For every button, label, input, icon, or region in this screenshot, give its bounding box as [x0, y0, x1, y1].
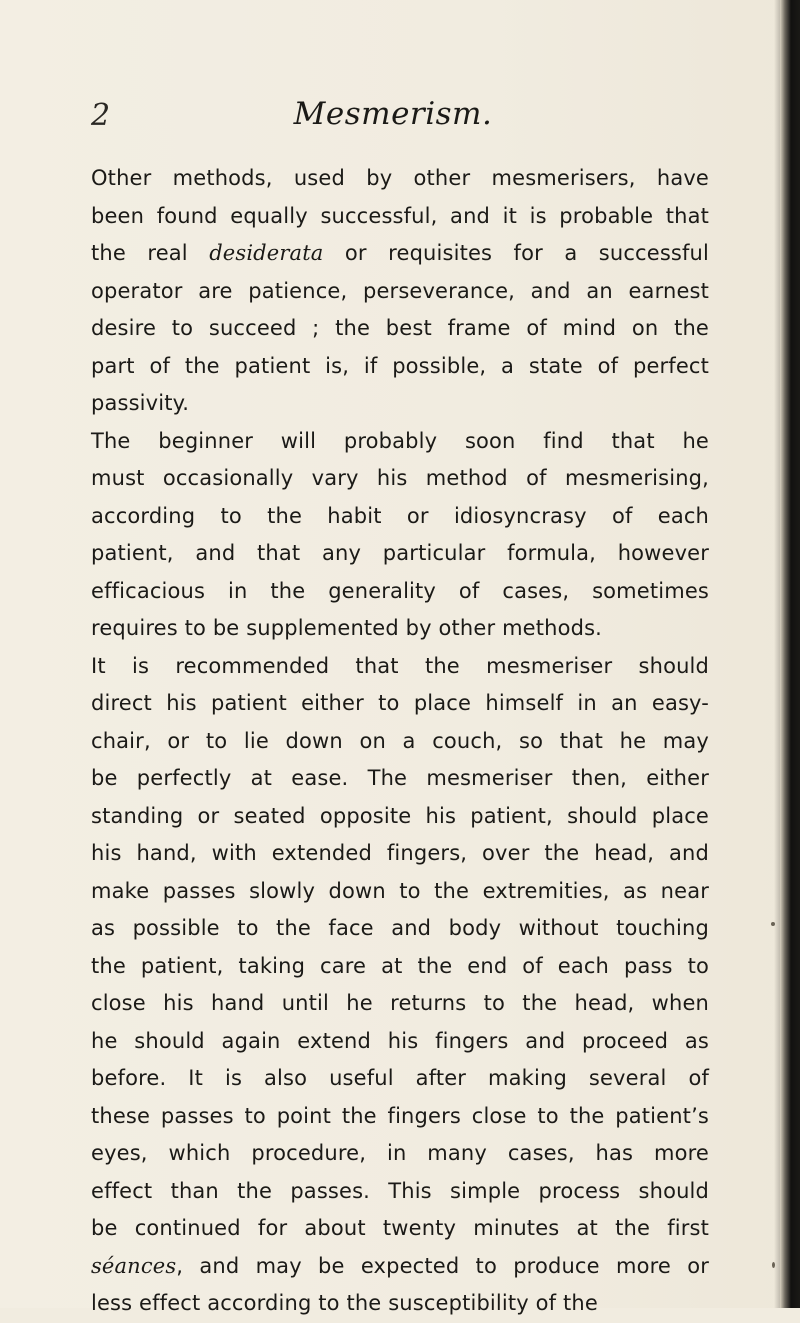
paper-speck [772, 1262, 775, 1268]
text-segment: eyes, which procedure, in many cases, has more [91, 1141, 709, 1165]
text-segment: It is recommended that the mesmeriser should [91, 653, 709, 678]
text-line [91, 723, 709, 761]
text-line [91, 873, 709, 911]
text-segment: be perfectly at ease. The mesmeriser then, either [91, 766, 709, 790]
text-segment: be continued for about twenty minutes at the first [91, 1216, 709, 1240]
text-line [91, 385, 709, 423]
text-line [91, 348, 709, 386]
page-number: 2 [91, 98, 111, 133]
paper-speck [771, 922, 775, 926]
text-line [91, 985, 709, 1023]
text-line [91, 760, 709, 798]
text-segment: he should again extend his fingers and proceed as [91, 1028, 709, 1053]
text-segment: must occasionally vary his method of mesmerising, [91, 466, 709, 490]
text-segment: less effect according to the susceptibility of the [91, 1291, 598, 1315]
text-segment: before. It is also useful after making several of [91, 1066, 709, 1090]
text-segment: patient, and that any particular formula, however [91, 541, 709, 565]
text-segment: direct his patient either to place himself in an easy- [91, 691, 709, 715]
body-text [91, 160, 709, 1323]
text-line [91, 648, 709, 686]
text-segment: chair, or to lie down on a couch, so that he may [91, 728, 709, 753]
text-line [91, 1248, 709, 1286]
text-segment: operator are patience, perseverance, and an earnest [91, 278, 709, 303]
text-line [91, 1210, 709, 1248]
text-line [91, 835, 709, 873]
text-line [91, 160, 709, 198]
text-segment: , and may be expected to produce more or [176, 1253, 709, 1278]
running-title: Mesmerism. [293, 96, 493, 132]
text-line [91, 948, 709, 986]
text-line [91, 535, 709, 573]
text-segment: efficacious in the generality of cases, sometimes [91, 578, 709, 603]
text-line [91, 423, 709, 461]
text-segment: close his hand until he returns to the head, when [91, 991, 709, 1015]
text-segment: Other methods, used by other mesmerisers, have [91, 166, 709, 190]
text-line [91, 1060, 709, 1098]
page-edge [780, 0, 800, 1308]
text-segment: been found equally successful, and it is probable that [91, 203, 709, 228]
text-segment: these passes to point the fingers close to the patient’s [91, 1103, 709, 1128]
text-segment: effect than the passes. This simple process should [91, 1178, 709, 1203]
page-header [0, 96, 786, 140]
text-line [91, 498, 709, 536]
text-line [91, 685, 709, 723]
text-line [91, 310, 709, 348]
italic-text: séances [91, 1253, 177, 1278]
text-segment: requires to be supplemented by other methods. [91, 616, 602, 640]
text-line [91, 573, 709, 611]
text-line [91, 1098, 709, 1136]
text-segment: the patient, taking care at the end of each pass to [91, 953, 709, 978]
text-segment: the real [91, 241, 210, 265]
text-segment: make passes slowly down to the extremities, as near [91, 878, 709, 903]
text-segment: desire to succeed ; the best frame of mind on the [91, 316, 709, 340]
text-segment: as possible to the face and body without touching [91, 916, 709, 940]
text-line [91, 198, 709, 236]
text-line [91, 1173, 709, 1211]
text-segment: part of the patient is, if possible, a state of perfect [91, 353, 709, 378]
text-segment: or requisites for a successful [323, 241, 709, 265]
text-segment: passivity. [91, 391, 190, 415]
text-line [91, 910, 709, 948]
text-line [91, 460, 709, 498]
text-line [91, 273, 709, 311]
text-line [91, 1023, 709, 1061]
text-line [91, 235, 709, 273]
text-line [91, 610, 709, 648]
italic-text: desiderata [209, 241, 324, 265]
text-segment: his hand, with extended fingers, over the head, and [91, 841, 709, 865]
text-segment: The beginner will probably soon find that he [91, 428, 709, 453]
text-segment: according to the habit or idiosyncrasy of each [91, 503, 709, 528]
text-line [91, 798, 709, 836]
text-segment: standing or seated opposite his patient, should place [91, 803, 709, 828]
text-line [91, 1135, 709, 1173]
text-line [91, 1285, 709, 1323]
